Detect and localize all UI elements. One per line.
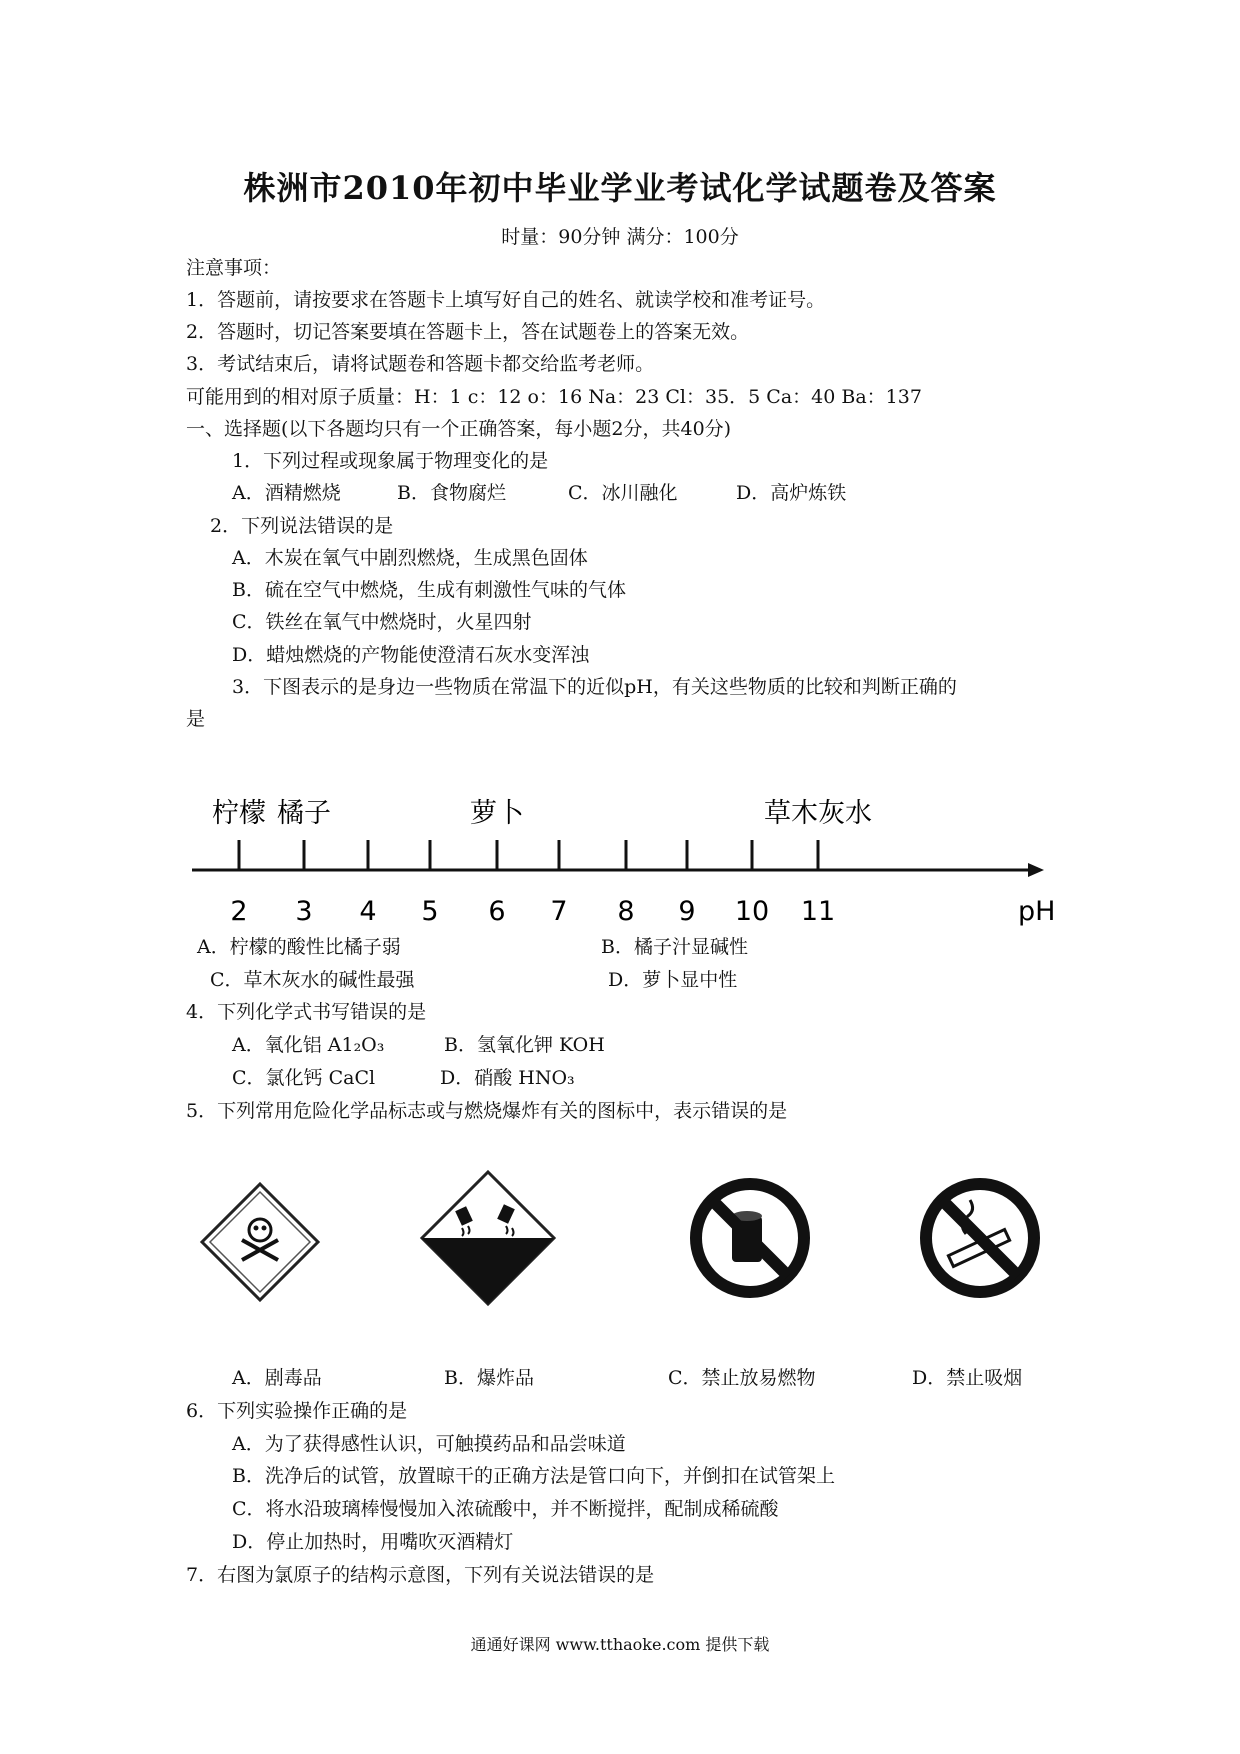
no-flammables-sign-icon (688, 1176, 812, 1300)
q2-option-d: D．蜡烛燃烧的产物能使澄清石灰水变浑浊 (232, 644, 590, 666)
note-item: 2．答题时，切记答案要填在答题卡上，答在试题卷上的答案无效。 (186, 321, 750, 343)
ph-tick-label: 3 (295, 896, 313, 927)
ph-substance-label: 萝卜 (470, 798, 524, 829)
atomic-masses: 可能用到的相对原子质量：H：1 c：12 o：16 Na：23 Cl：35．5 Ca：40 Ba：137 (186, 386, 922, 408)
q3-option-b: B．橘子汁显碱性 (601, 936, 748, 958)
note-item: 1．答题前，请按要求在答题卡上填写好自己的姓名、就读学校和准考证号。 (186, 289, 826, 311)
no-smoking-sign-icon (918, 1176, 1042, 1300)
ph-tick-label: 10 (734, 896, 770, 927)
ph-tick-label: 7 (550, 896, 568, 927)
ph-substance-label: 草木灰水 (764, 798, 872, 829)
question-3-stem-cont: 是 (186, 708, 206, 730)
q3-option-a: A．柠檬的酸性比橘子弱 (197, 936, 401, 958)
ph-tick-label: 4 (359, 896, 377, 927)
question-1-stem: 1．下列过程或现象属于物理变化的是 (232, 450, 549, 472)
q4-option-b: B．氢氧化钾 KOH (444, 1034, 605, 1056)
q2-option-a: A．木炭在氧气中剧烈燃烧，生成黑色固体 (232, 547, 588, 569)
ph-substance-label: 橘子 (277, 798, 331, 829)
exam-time-and-score: 时量：90分钟 满分：100分 (501, 226, 739, 248)
ph-scale-chart (180, 770, 1060, 940)
q6-option-c: C．将水沿玻璃棒慢慢加入浓硫酸中，并不断搅拌，配制成稀硫酸 (232, 1498, 779, 1520)
question-2-stem: 2．下列说法错误的是 (210, 515, 394, 537)
question-4-stem: 4．下列化学式书写错误的是 (186, 1001, 427, 1023)
question-3-stem: 3．下图表示的是身边一些物质在常温下的近似pH，有关这些物质的比较和判断正确的 (232, 676, 957, 698)
q5-option-d: D．禁止吸烟 (912, 1367, 1023, 1389)
q6-option-b: B．洗净后的试管，放置晾干的正确方法是管口向下，并倒扣在试管架上 (232, 1465, 835, 1487)
note-item: 3．考试结束后，请将试题卷和答题卡都交给监考老师。 (186, 353, 655, 375)
footer-source: 通通好课网 www.tthaoke.com 提供下载 (470, 1635, 770, 1654)
q5-option-c: C．禁止放易燃物 (668, 1367, 816, 1389)
notes-heading: 注意事项： (186, 257, 282, 279)
page-title: 株洲市2010年初中毕业学业考试化学试题卷及答案 (243, 169, 997, 207)
ph-tick-label: 9 (678, 896, 696, 927)
ph-tick-label: 6 (488, 896, 506, 927)
corrosive-sign-icon (418, 1168, 558, 1308)
q2-option-b: B．硫在空气中燃烧，生成有刺激性气味的气体 (232, 579, 626, 601)
q6-option-a: A．为了获得感性认识，可触摸药品和品尝味道 (232, 1433, 626, 1455)
q4-option-d: D．硝酸 HNO₃ (440, 1067, 575, 1089)
ph-tick-label: 2 (230, 896, 248, 927)
ph-axis-arrow (1028, 863, 1044, 877)
ph-tick-label: 11 (800, 896, 836, 927)
question-5-stem: 5．下列常用危险化学品标志或与燃烧爆炸有关的图标中，表示错误的是 (186, 1100, 788, 1122)
q2-option-c: C．铁丝在氧气中燃烧时，火星四射 (232, 611, 532, 633)
section-heading: 一、选择题(以下各题均只有一个正确答案，每小题2分，共40分) (186, 418, 732, 440)
q3-option-c: C．草木灰水的碱性最强 (210, 969, 415, 991)
question-6-stem: 6．下列实验操作正确的是 (186, 1400, 408, 1422)
q4-option-a: A．氧化铝 A1₂O₃ (232, 1034, 385, 1056)
ph-tick-label: 8 (617, 896, 635, 927)
q3-option-d: D．萝卜显中性 (608, 969, 738, 991)
toxic-sign-icon (198, 1180, 322, 1304)
ph-tick-label: 5 (421, 896, 439, 927)
ph-substance-label: 柠檬 (212, 798, 266, 829)
q4-option-c: C．氯化钙 CaCl (232, 1067, 376, 1089)
q1-option-d: D．高炉炼铁 (736, 482, 847, 504)
question-7-stem: 7．右图为氯原子的结构示意图，下列有关说法错误的是 (186, 1564, 655, 1586)
q6-option-d: D．停止加热时，用嘴吹灭酒精灯 (232, 1531, 514, 1553)
q5-option-a: A．剧毒品 (232, 1367, 322, 1389)
q1-option-b: B．食物腐烂 (397, 482, 506, 504)
ph-axis-label: pH (1018, 896, 1056, 927)
q5-option-b: B．爆炸品 (444, 1367, 534, 1389)
q1-option-a: A．酒精燃烧 (232, 482, 341, 504)
q1-option-c: C．冰川融化 (568, 482, 678, 504)
